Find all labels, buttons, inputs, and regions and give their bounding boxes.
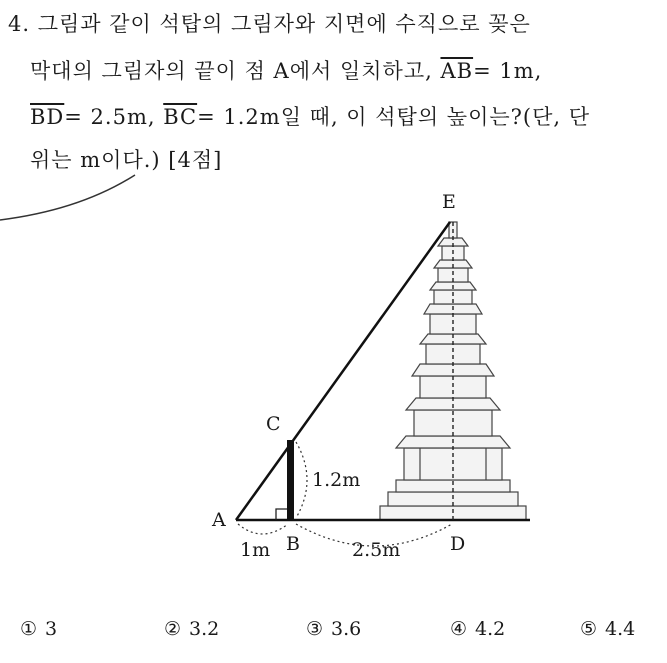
stick-bc: [287, 440, 294, 520]
measure-bc: 1.2m: [312, 469, 361, 491]
segment-ab: $\overline{AB}$: [440, 59, 474, 83]
choice-value: 3.2: [189, 618, 220, 640]
measure-bd: 2.5m: [352, 539, 401, 561]
measure-ab: 1m: [240, 539, 271, 561]
segment-bd: $\overline{BD}$: [30, 105, 65, 129]
choice-1[interactable]: [20, 618, 57, 640]
choice-value: 3.6: [331, 618, 362, 640]
question-text-3b: = 1.2m일 때, 이 석탑의 높이는?(단, 단: [197, 105, 591, 129]
choice-value: 4.2: [475, 618, 506, 640]
choice-number: ②: [164, 618, 182, 640]
bc-measure-arc: [296, 442, 307, 518]
label-e: E: [442, 191, 456, 213]
question-text-3a: = 2.5m,: [64, 105, 164, 129]
choice-5[interactable]: [580, 618, 635, 640]
pagoda-story-4: [426, 344, 480, 364]
question-text-4: 위는 m이다.) [4점]: [30, 148, 223, 172]
choice-2[interactable]: [164, 618, 219, 640]
choice-value: 3: [45, 618, 58, 640]
choice-number: ⑤: [580, 618, 598, 640]
choice-number: ④: [450, 618, 468, 640]
pen-stroke: [0, 175, 135, 220]
answer-choices: [0, 618, 667, 658]
question-number: 4.: [8, 12, 31, 36]
label-a: A: [212, 509, 226, 531]
choice-value: 4.4: [605, 618, 636, 640]
right-angle-mark: [276, 509, 287, 520]
choice-number: ①: [20, 618, 38, 640]
question-text-2a: 막대의 그림자의 끝이 점 A에서 일치하고,: [30, 59, 441, 83]
label-c: C: [266, 413, 281, 435]
label-b: B: [286, 533, 300, 555]
choice-4[interactable]: [450, 618, 505, 640]
choice-number: ③: [306, 618, 324, 640]
choice-3[interactable]: [306, 618, 361, 640]
question-text-2b: = 1m,: [473, 59, 543, 83]
ab-measure-arc: [238, 524, 288, 534]
segment-bc: $\overline{BC}$: [163, 105, 198, 129]
label-d: D: [450, 533, 466, 555]
question-text-1: 그림과 같이 석탑의 그림자와 지면에 수직으로 꽂은: [37, 12, 531, 36]
